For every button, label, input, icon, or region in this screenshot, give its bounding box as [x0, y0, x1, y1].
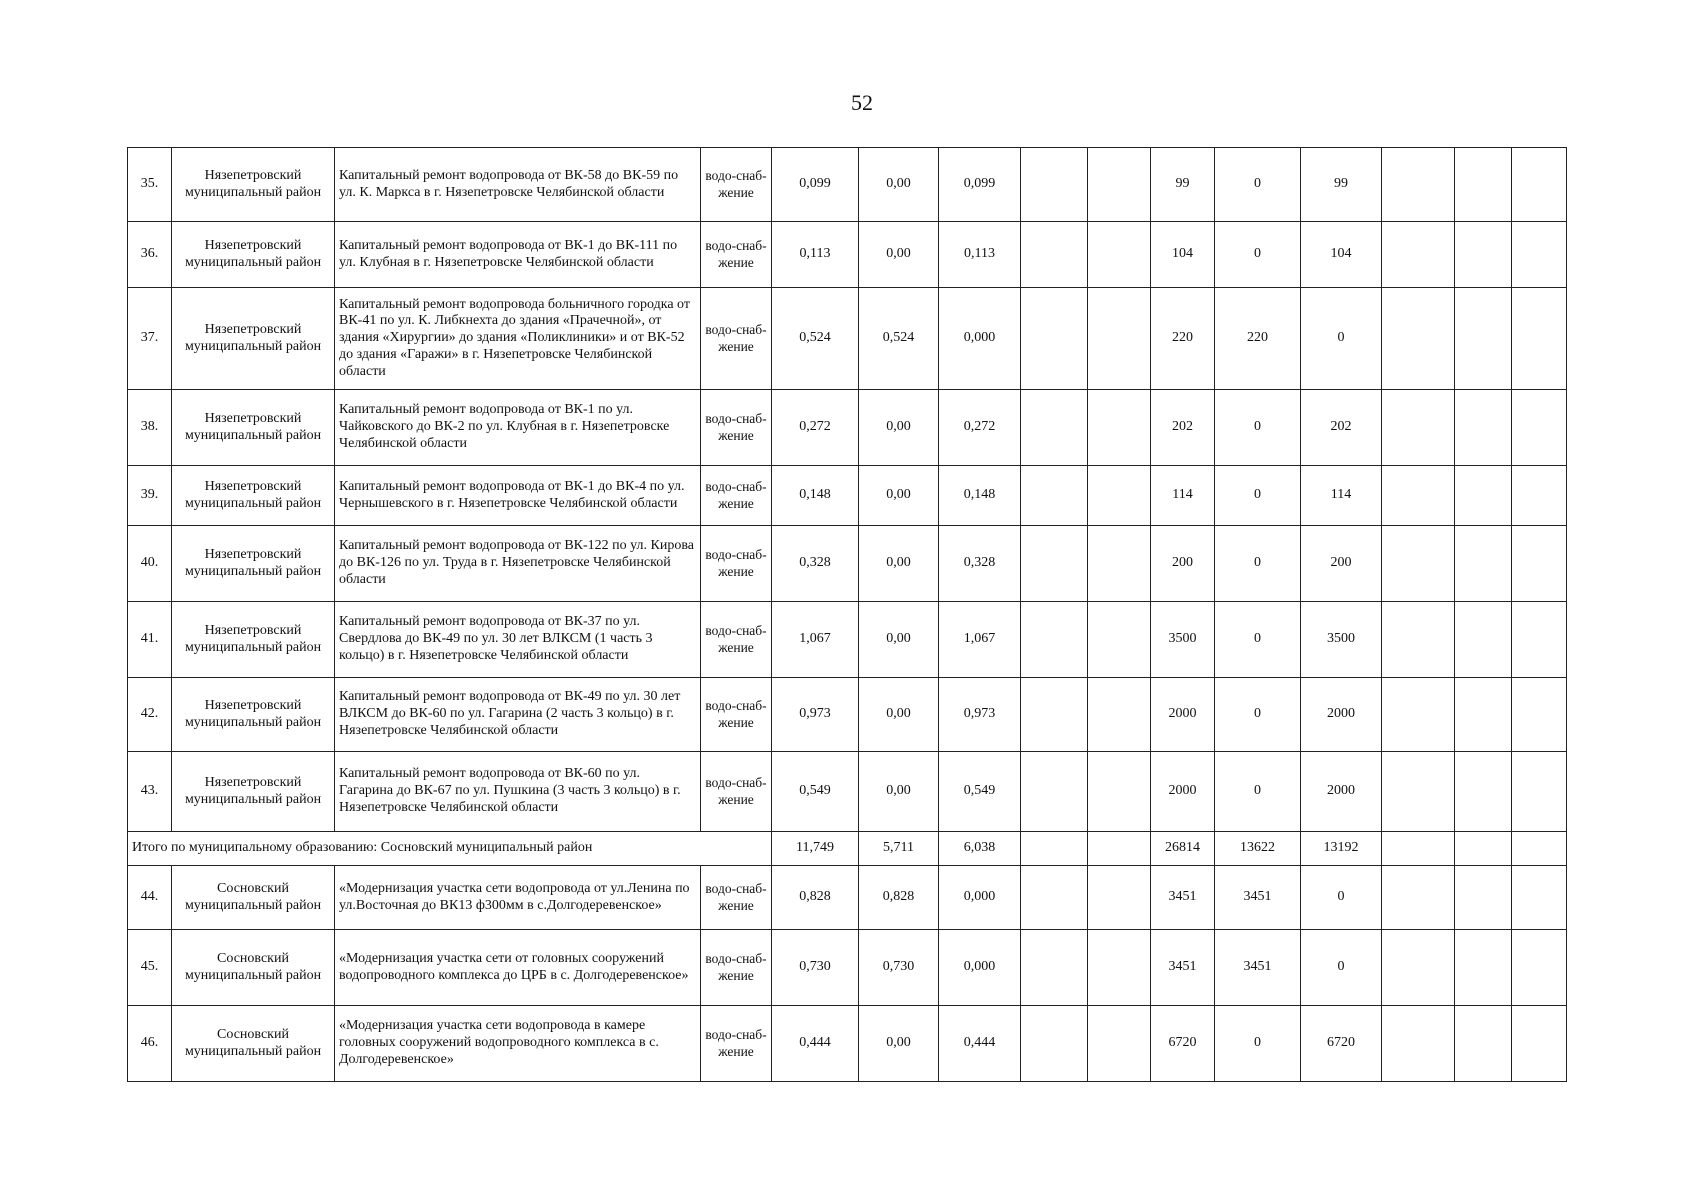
value-cell-10: [1455, 148, 1512, 222]
type-cell: водо-снаб-жение: [701, 390, 772, 466]
value-cell-5: [1088, 526, 1151, 602]
value-cell-9: [1382, 602, 1455, 678]
value-cell-1: 0,549: [772, 752, 859, 832]
value-cell-5: [1088, 390, 1151, 466]
value-cell-11: [1512, 222, 1567, 288]
value-cell-7: 0: [1215, 526, 1301, 602]
value-cell-8: 200: [1301, 526, 1382, 602]
row-number: 35.: [128, 148, 172, 222]
type-cell: водо-снаб-жение: [701, 148, 772, 222]
type-cell: водо-снаб-жение: [701, 288, 772, 390]
value-cell-4: [1021, 866, 1088, 930]
value-cell-7: 0: [1215, 602, 1301, 678]
table-row: [128, 148, 1626, 222]
value-cell-9: [1382, 678, 1455, 752]
value-cell-3: 6,038: [939, 832, 1021, 866]
district-cell: Нязепетровский муниципальный район: [172, 752, 335, 832]
value-cell-11: [1512, 390, 1567, 466]
value-cell-8: 0: [1301, 930, 1382, 1006]
row-number: 42.: [128, 678, 172, 752]
value-cell-3: 0,444: [939, 1006, 1021, 1082]
page-number: 52: [851, 90, 873, 115]
value-cell-10: [1455, 222, 1512, 288]
value-cell-1: 0,148: [772, 466, 859, 526]
value-cell-8: 0: [1301, 866, 1382, 930]
value-cell-8: 3500: [1301, 602, 1382, 678]
table-row: [128, 678, 1626, 752]
value-cell-11: [1512, 288, 1567, 390]
value-cell-1: 0,524: [772, 288, 859, 390]
value-cell-6: 26814: [1151, 832, 1215, 866]
table-row: [128, 752, 1626, 832]
value-cell-7: 0: [1215, 390, 1301, 466]
district-cell: Нязепетровский муниципальный район: [172, 390, 335, 466]
value-cell-10: [1455, 288, 1512, 390]
row-number: 41.: [128, 602, 172, 678]
value-cell-4: [1021, 1006, 1088, 1082]
value-cell-7: 0: [1215, 466, 1301, 526]
value-cell-6: 114: [1151, 466, 1215, 526]
table-row: [128, 526, 1626, 602]
table-row: [128, 390, 1626, 466]
program-table: [127, 147, 1626, 1082]
district-cell: Сосновский муниципальный район: [172, 866, 335, 930]
value-cell-3: 0,328: [939, 526, 1021, 602]
value-cell-9: [1382, 148, 1455, 222]
district-cell: Нязепетровский муниципальный район: [172, 466, 335, 526]
value-cell-9: [1382, 222, 1455, 288]
description-cell: «Модернизация участка сети водопровода от ул.Ленина по ул.Восточная до ВК13 ф300мм в с.Долгодеревенское»: [335, 866, 701, 930]
value-cell-9: [1382, 1006, 1455, 1082]
description-cell: Капитальный ремонт водопровода от ВК-49 по ул. 30 лет ВЛКСМ до ВК-60 по ул. Гагарина (2 часть 3 кольцо) в г. Нязепетровске Челябинской области: [335, 678, 701, 752]
value-cell-4: [1021, 602, 1088, 678]
value-cell-1: 0,730: [772, 930, 859, 1006]
value-cell-10: [1455, 526, 1512, 602]
value-cell-2: 0,00: [859, 602, 939, 678]
row-number: 44.: [128, 866, 172, 930]
value-cell-10: [1455, 390, 1512, 466]
table-row: [128, 288, 1626, 390]
type-cell: водо-снаб-жение: [701, 930, 772, 1006]
value-cell-7: 3451: [1215, 866, 1301, 930]
table-row: [128, 1006, 1626, 1082]
value-cell-6: 2000: [1151, 752, 1215, 832]
value-cell-4: [1021, 832, 1088, 866]
value-cell-6: 202: [1151, 390, 1215, 466]
value-cell-7: 0: [1215, 678, 1301, 752]
row-number: 45.: [128, 930, 172, 1006]
value-cell-5: [1088, 288, 1151, 390]
value-cell-7: 13622: [1215, 832, 1301, 866]
value-cell-2: 0,00: [859, 678, 939, 752]
value-cell-2: 0,00: [859, 390, 939, 466]
value-cell-7: 0: [1215, 1006, 1301, 1082]
value-cell-3: 0,272: [939, 390, 1021, 466]
value-cell-11: [1512, 678, 1567, 752]
value-cell-1: 0,328: [772, 526, 859, 602]
value-cell-11: [1512, 832, 1567, 866]
value-cell-11: [1512, 148, 1567, 222]
value-cell-5: [1088, 1006, 1151, 1082]
district-cell: Нязепетровский муниципальный район: [172, 288, 335, 390]
value-cell-8: 13192: [1301, 832, 1382, 866]
description-cell: Капитальный ремонт водопровода от ВК-60 по ул. Гагарина до ВК-67 по ул. Пушкина (3 часть 3 кольцо) в г. Нязепетровске Челябинской области: [335, 752, 701, 832]
value-cell-5: [1088, 832, 1151, 866]
value-cell-2: 0,524: [859, 288, 939, 390]
value-cell-3: 0,148: [939, 466, 1021, 526]
value-cell-4: [1021, 466, 1088, 526]
value-cell-11: [1512, 526, 1567, 602]
value-cell-4: [1021, 526, 1088, 602]
value-cell-9: [1382, 526, 1455, 602]
value-cell-1: 1,067: [772, 602, 859, 678]
description-cell: Капитальный ремонт водопровода от ВК-58 до ВК-59 по ул. К. Маркса в г. Нязепетровске Челябинской области: [335, 148, 701, 222]
type-cell: водо-снаб-жение: [701, 526, 772, 602]
value-cell-3: 0,000: [939, 866, 1021, 930]
value-cell-8: 202: [1301, 390, 1382, 466]
value-cell-5: [1088, 222, 1151, 288]
value-cell-1: 11,749: [772, 832, 859, 866]
value-cell-5: [1088, 148, 1151, 222]
value-cell-2: 0,730: [859, 930, 939, 1006]
row-number: 43.: [128, 752, 172, 832]
value-cell-4: [1021, 390, 1088, 466]
value-cell-9: [1382, 752, 1455, 832]
value-cell-9: [1382, 288, 1455, 390]
value-cell-1: 0,973: [772, 678, 859, 752]
value-cell-8: 6720: [1301, 1006, 1382, 1082]
value-cell-4: [1021, 148, 1088, 222]
row-number: 39.: [128, 466, 172, 526]
table-row: [128, 866, 1626, 930]
value-cell-8: 2000: [1301, 752, 1382, 832]
value-cell-5: [1088, 678, 1151, 752]
value-cell-11: [1512, 866, 1567, 930]
value-cell-6: 6720: [1151, 1006, 1215, 1082]
value-cell-10: [1455, 832, 1512, 866]
value-cell-1: 0,444: [772, 1006, 859, 1082]
type-cell: водо-снаб-жение: [701, 866, 772, 930]
value-cell-4: [1021, 222, 1088, 288]
value-cell-1: 0,099: [772, 148, 859, 222]
district-cell: Нязепетровский муниципальный район: [172, 222, 335, 288]
table-row: [128, 602, 1626, 678]
value-cell-3: 0,973: [939, 678, 1021, 752]
district-cell: Сосновский муниципальный район: [172, 1006, 335, 1082]
value-cell-7: 0: [1215, 148, 1301, 222]
value-cell-6: 104: [1151, 222, 1215, 288]
district-cell: Нязепетровский муниципальный район: [172, 602, 335, 678]
type-cell: водо-снаб-жение: [701, 678, 772, 752]
type-cell: водо-снаб-жение: [701, 602, 772, 678]
value-cell-1: 0,272: [772, 390, 859, 466]
description-cell: Капитальный ремонт водопровода от ВК-37 по ул. Свердлова до ВК-49 по ул. 30 лет ВЛКСМ (1 часть 3 кольцо) в г. Нязепетровске Челябинской области: [335, 602, 701, 678]
value-cell-3: 0,549: [939, 752, 1021, 832]
district-cell: Нязепетровский муниципальный район: [172, 148, 335, 222]
value-cell-2: 0,00: [859, 752, 939, 832]
value-cell-6: 3451: [1151, 866, 1215, 930]
value-cell-11: [1512, 930, 1567, 1006]
value-cell-10: [1455, 752, 1512, 832]
value-cell-11: [1512, 752, 1567, 832]
type-cell: водо-снаб-жение: [701, 466, 772, 526]
value-cell-9: [1382, 466, 1455, 526]
value-cell-2: 0,00: [859, 526, 939, 602]
value-cell-6: 3500: [1151, 602, 1215, 678]
type-cell: водо-снаб-жение: [701, 1006, 772, 1082]
value-cell-4: [1021, 288, 1088, 390]
value-cell-10: [1455, 602, 1512, 678]
description-cell: Капитальный ремонт водопровода от ВК-122 по ул. Кирова до ВК-126 по ул. Труда в г. Нязепетровске Челябинской области: [335, 526, 701, 602]
value-cell-7: 0: [1215, 752, 1301, 832]
value-cell-5: [1088, 466, 1151, 526]
value-cell-2: 0,00: [859, 148, 939, 222]
value-cell-10: [1455, 930, 1512, 1006]
description-cell: «Модернизация участка сети от головных сооружений водопроводного комплекса до ЦРБ в с. Долгодеревенское»: [335, 930, 701, 1006]
value-cell-8: 104: [1301, 222, 1382, 288]
type-cell: водо-снаб-жение: [701, 222, 772, 288]
description-cell: Капитальный ремонт водопровода от ВК-1 до ВК-111 по ул. Клубная в г. Нязепетровске Челябинской области: [335, 222, 701, 288]
value-cell-11: [1512, 1006, 1567, 1082]
value-cell-5: [1088, 930, 1151, 1006]
value-cell-6: 99: [1151, 148, 1215, 222]
value-cell-6: 220: [1151, 288, 1215, 390]
value-cell-2: 0,00: [859, 466, 939, 526]
row-number: 38.: [128, 390, 172, 466]
table-row: [128, 466, 1626, 526]
value-cell-6: 2000: [1151, 678, 1215, 752]
row-number: 40.: [128, 526, 172, 602]
value-cell-2: 0,828: [859, 866, 939, 930]
value-cell-8: 114: [1301, 466, 1382, 526]
value-cell-5: [1088, 602, 1151, 678]
value-cell-2: 0,00: [859, 222, 939, 288]
value-cell-10: [1455, 866, 1512, 930]
value-cell-7: 220: [1215, 288, 1301, 390]
value-cell-9: [1382, 930, 1455, 1006]
value-cell-8: 99: [1301, 148, 1382, 222]
row-number: 46.: [128, 1006, 172, 1082]
value-cell-3: 0,000: [939, 288, 1021, 390]
total-label: Итого по муниципальному образованию: Сосновский муниципальный район: [128, 832, 772, 866]
value-cell-10: [1455, 1006, 1512, 1082]
value-cell-1: 0,828: [772, 866, 859, 930]
value-cell-2: 5,711: [859, 832, 939, 866]
value-cell-3: 0,000: [939, 930, 1021, 1006]
value-cell-8: 0: [1301, 288, 1382, 390]
district-cell: Нязепетровский муниципальный район: [172, 678, 335, 752]
value-cell-3: 1,067: [939, 602, 1021, 678]
district-cell: Сосновский муниципальный район: [172, 930, 335, 1006]
value-cell-2: 0,00: [859, 1006, 939, 1082]
description-cell: Капитальный ремонт водопровода больничного городка от ВК-41 по ул. К. Либкнехта до здания «Прачечной», от здания «Хирургии» до здания «Поликлиники» и от ВК-52 до здания «Гаражи» в г. Нязепетровске Челябинской области: [335, 288, 701, 390]
value-cell-11: [1512, 466, 1567, 526]
value-cell-7: 3451: [1215, 930, 1301, 1006]
table-body: [128, 148, 1626, 1082]
value-cell-4: [1021, 930, 1088, 1006]
description-cell: «Модернизация участка сети водопровода в камере головных сооружений водопроводного комплекса в с. Долгодеревенское»: [335, 1006, 701, 1082]
value-cell-7: 0: [1215, 222, 1301, 288]
value-cell-9: [1382, 866, 1455, 930]
district-cell: Нязепетровский муниципальный район: [172, 526, 335, 602]
value-cell-11: [1512, 602, 1567, 678]
value-cell-5: [1088, 866, 1151, 930]
value-cell-8: 2000: [1301, 678, 1382, 752]
value-cell-10: [1455, 678, 1512, 752]
value-cell-9: [1382, 390, 1455, 466]
type-cell: водо-снаб-жение: [701, 752, 772, 832]
total-row: [128, 832, 1626, 866]
description-cell: Капитальный ремонт водопровода от ВК-1 до ВК-4 по ул. Чернышевского в г. Нязепетровске Челябинской области: [335, 466, 701, 526]
description-cell: Капитальный ремонт водопровода от ВК-1 по ул. Чайковского до ВК-2 по ул. Клубная в г. Нязепетровске Челябинской области: [335, 390, 701, 466]
value-cell-10: [1455, 466, 1512, 526]
value-cell-6: 200: [1151, 526, 1215, 602]
value-cell-9: [1382, 832, 1455, 866]
value-cell-1: 0,113: [772, 222, 859, 288]
table-row: [128, 222, 1626, 288]
value-cell-3: 0,099: [939, 148, 1021, 222]
table-row: [128, 930, 1626, 1006]
value-cell-3: 0,113: [939, 222, 1021, 288]
value-cell-6: 3451: [1151, 930, 1215, 1006]
row-number: 37.: [128, 288, 172, 390]
value-cell-4: [1021, 678, 1088, 752]
row-number: 36.: [128, 222, 172, 288]
value-cell-5: [1088, 752, 1151, 832]
value-cell-4: [1021, 752, 1088, 832]
